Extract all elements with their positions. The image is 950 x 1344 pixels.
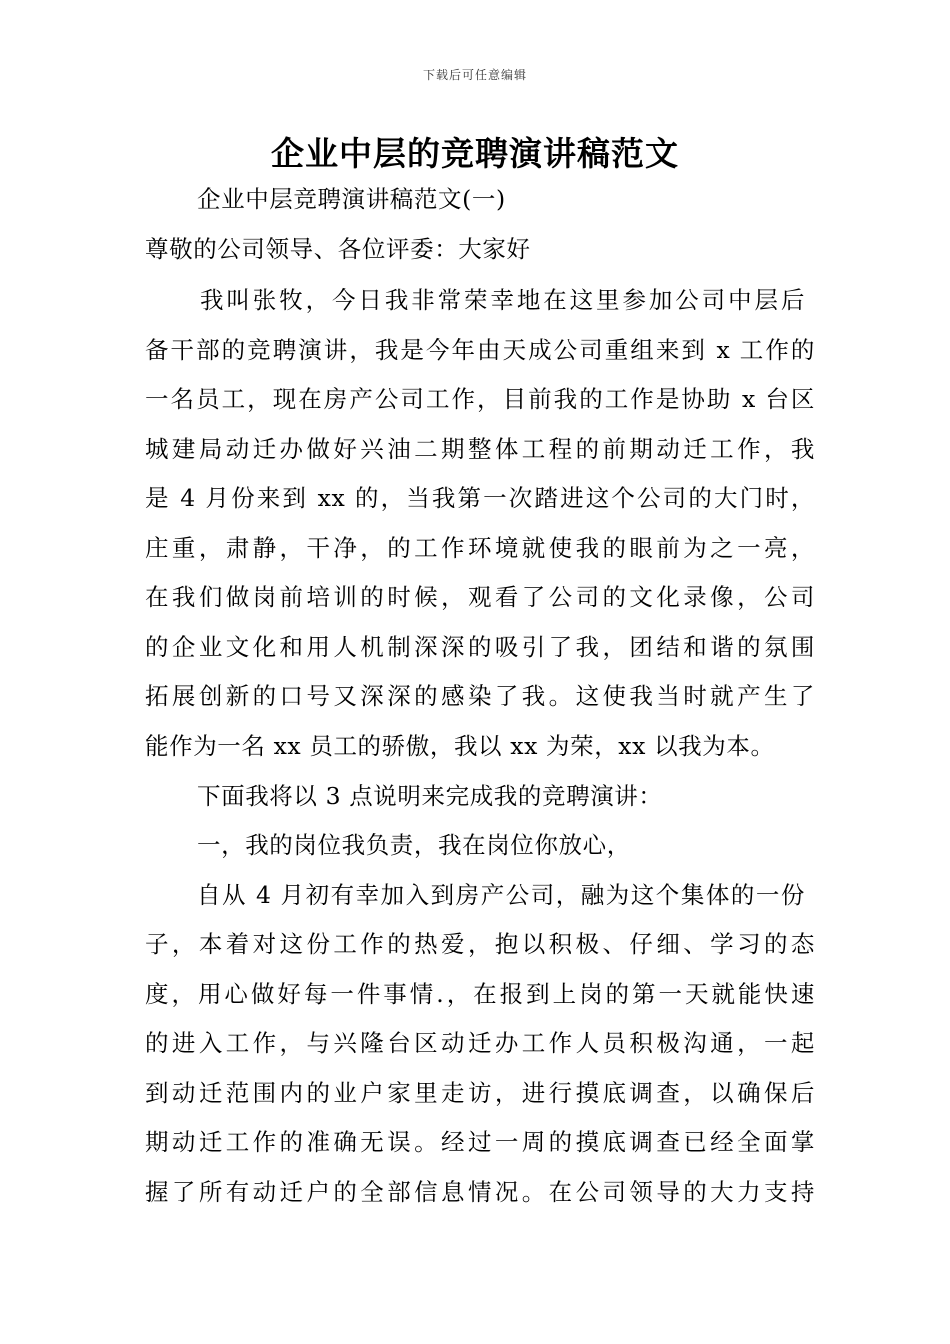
body-line: 下面我将以 3 点说明来完成我的竞聘演讲： [197, 782, 663, 810]
body-line: 庄重，肃静，干净，的工作环境就使我的眼前为之一亮， [145, 534, 815, 562]
body-line: 的企业文化和用人机制深深的吸引了我，团结和谐的氛围 [145, 633, 815, 661]
body-line: 在我们做岗前培训的时候，观看了公司的文化录像，公司 [145, 583, 815, 611]
body-line: 的进入工作，与兴隆台区动迁办工作人员积极沟通，一起 [145, 1029, 815, 1057]
body-line: 到动迁范围内的业户家里走访，进行摸底调查，以确保后 [145, 1079, 815, 1107]
body-line: 自从 4 月初有幸加入到房产公司，融为这个集体的一份 [197, 881, 805, 909]
document-title: 企业中层的竞聘演讲稿范文 [271, 134, 679, 173]
body-line: 拓展创新的口号又深深的感染了我。这使我当时就产生了 [145, 682, 815, 710]
body-line: 期动迁工作的准确无误。经过一周的摸底调查已经全面掌 [145, 1128, 815, 1156]
body-line: 城建局动迁办做好兴油二期整体工程的前期动迁工作，我 [145, 435, 815, 463]
header-note: 下载后可任意编辑 [422, 68, 527, 82]
subtitle-line: 企业中层竞聘演讲稿范文(一) [197, 185, 506, 213]
body-line: 备干部的竞聘演讲，我是今年由天成公司重组来到 x 工作的 [145, 336, 815, 364]
body-line: 度，用心做好每一件事情.，在报到上岗的第一天就能快速 [145, 980, 815, 1008]
body-line: 子，本着对这份工作的热爱，抱以积极、仔细、学习的态 [145, 930, 815, 958]
body-line: 能作为一名 xx 员工的骄傲，我以 xx 为荣，xx 以我为本。 [145, 732, 775, 760]
body-line: 是 4 月份来到 xx 的，当我第一次踏进这个公司的大门时， [145, 484, 815, 512]
salutation-line: 尊敬的公司领导、各位评委：大家好 [145, 235, 531, 263]
body-line: 一名员工，现在房产公司工作，目前我的工作是协助 x 台区 [145, 385, 815, 413]
body-line: 握了所有动迁户的全部信息情况。在公司领导的大力支持 [145, 1178, 815, 1206]
body-line: 我叫张牧，今日我非常荣幸地在这里参加公司中层后 [200, 286, 805, 314]
section-heading: 一，我的岗位我负责，我在岗位你放心， [197, 831, 631, 859]
